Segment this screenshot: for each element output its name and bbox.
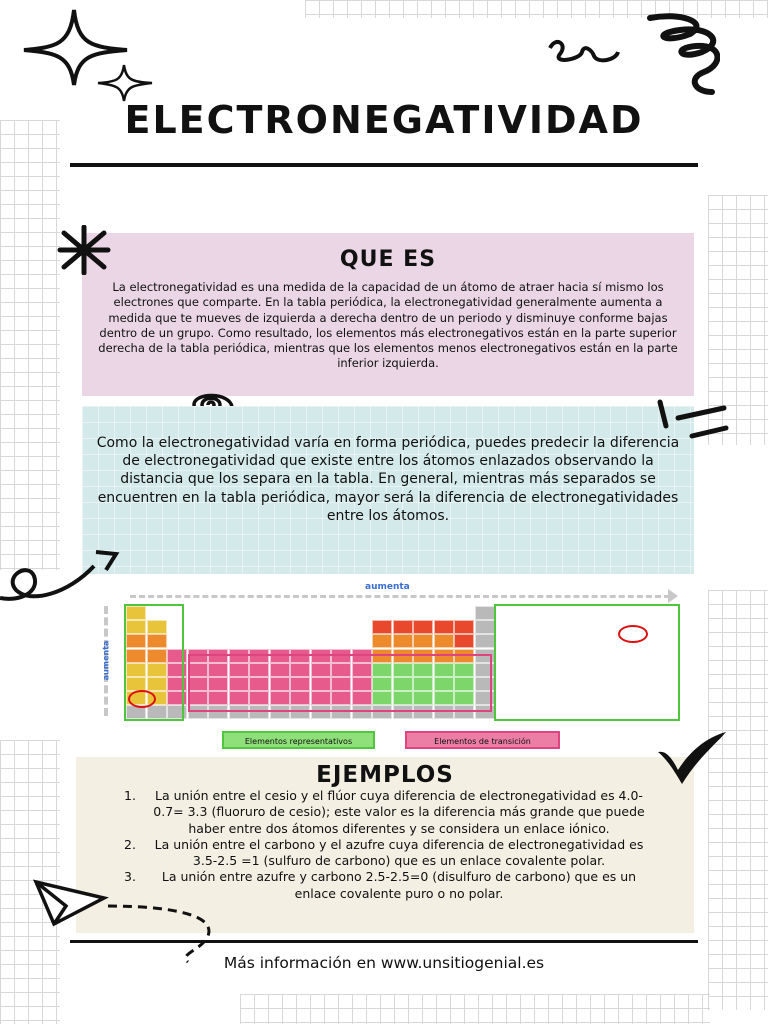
element-cell bbox=[475, 634, 495, 648]
ejemplo-item bbox=[86, 837, 684, 870]
ejemplo-text: La unión entre el cesio y el flúor cuya diferencia de electronegatividad es 4.0-0.7= 3.3 (fluoruro de cesio); este valor es la diferencia más grande que puede haber entre dos átomos diferentes y se considera un enlace iónico. bbox=[153, 788, 645, 836]
variacion-section bbox=[82, 406, 694, 574]
ejemplo-item bbox=[86, 788, 684, 837]
variacion-text: Como la electronegatividad varía en forma periódica, puedes predecir la diferencia de electronegatividad que existe entre los átomos enlazados observando la distancia que los separa en la tabla. En general, mientras más separados se encuentren en la tabla periódica, mayor será la diferencia de electronegatividades entre los átomos. bbox=[96, 435, 680, 524]
checkmark-icon bbox=[652, 728, 732, 788]
ejemplo-number: 3. bbox=[124, 869, 136, 885]
title-divider bbox=[70, 163, 698, 167]
f-highlight bbox=[618, 625, 648, 643]
element-cell bbox=[393, 634, 413, 648]
asterisk-icon bbox=[56, 225, 112, 275]
que-es-heading: QUE ES bbox=[339, 247, 437, 272]
cs-highlight bbox=[128, 690, 156, 708]
periodic-table bbox=[100, 582, 682, 722]
element-cell bbox=[434, 620, 454, 634]
que-es-section bbox=[82, 233, 694, 396]
footer-divider bbox=[70, 940, 698, 943]
element-cell bbox=[454, 620, 474, 634]
ejemplo-number: 1. bbox=[124, 788, 136, 803]
ejemplos-heading: EJEMPLOS bbox=[316, 762, 454, 788]
sparkle-icon bbox=[12, 5, 162, 105]
legend-transicion: Elementos de transición bbox=[405, 731, 560, 749]
transition-outline bbox=[188, 654, 492, 712]
legend-representativos: Elementos representativos bbox=[222, 731, 375, 749]
ejemplo-text: La unión entre azufre y carbono 2.5-2.5=0 (disulfuro de carbono) que es un enlace covalente puro o no polar. bbox=[161, 869, 637, 901]
element-cell bbox=[475, 606, 495, 620]
page-title: ELECTRONEGATIVIDAD bbox=[124, 98, 644, 142]
element-cell bbox=[475, 620, 495, 634]
element-cell bbox=[393, 620, 413, 634]
representative-outline-right bbox=[494, 604, 680, 721]
spiral-doodle-icon bbox=[540, 10, 720, 105]
element-cell bbox=[372, 634, 392, 648]
top-arrow bbox=[130, 595, 670, 598]
element-cell bbox=[413, 620, 433, 634]
top-aumenta-label: aumenta bbox=[365, 582, 410, 592]
top-arrow-head bbox=[668, 589, 678, 603]
paper-plane-icon bbox=[30, 876, 230, 966]
grid-decoration-left bbox=[0, 120, 60, 570]
element-cell bbox=[434, 634, 454, 648]
footer-text: Más información en www.unsitiogenial.es bbox=[223, 954, 545, 972]
grid-decoration-bottom bbox=[240, 994, 710, 1024]
element-cell bbox=[413, 634, 433, 648]
que-es-text: La electronegatividad es una medida de la capacidad de un átomo de atraer hacia sí mismo los electrones que comparte. En la tabla periódica, la electronegatividad generalmente aumenta a medida que te mueves de izquierda a derecha dentro de un periodo y disminuye conforme bajas dentro de un grupo. Como resultado, los elementos más electronegativos están en la parte superior derecha de la tabla periódica, mientras que los elementos menos electronegativos están en la parte inferior izquierda. bbox=[98, 280, 678, 371]
side-aumenta-label: aumenta bbox=[101, 640, 111, 681]
ejemplo-number: 2. bbox=[124, 836, 136, 852]
element-cell bbox=[372, 620, 392, 634]
ejemplo-text: La unión entre el carbono y el azufre cuya diferencia de electronegatividad es 3.5-2.5 =1 (sulfuro de carbono) que es un enlace covalente polar. bbox=[154, 836, 644, 869]
grid-decoration-right-bottom bbox=[708, 590, 768, 1010]
accent-lines-icon bbox=[652, 398, 732, 440]
element-cell bbox=[454, 634, 474, 648]
